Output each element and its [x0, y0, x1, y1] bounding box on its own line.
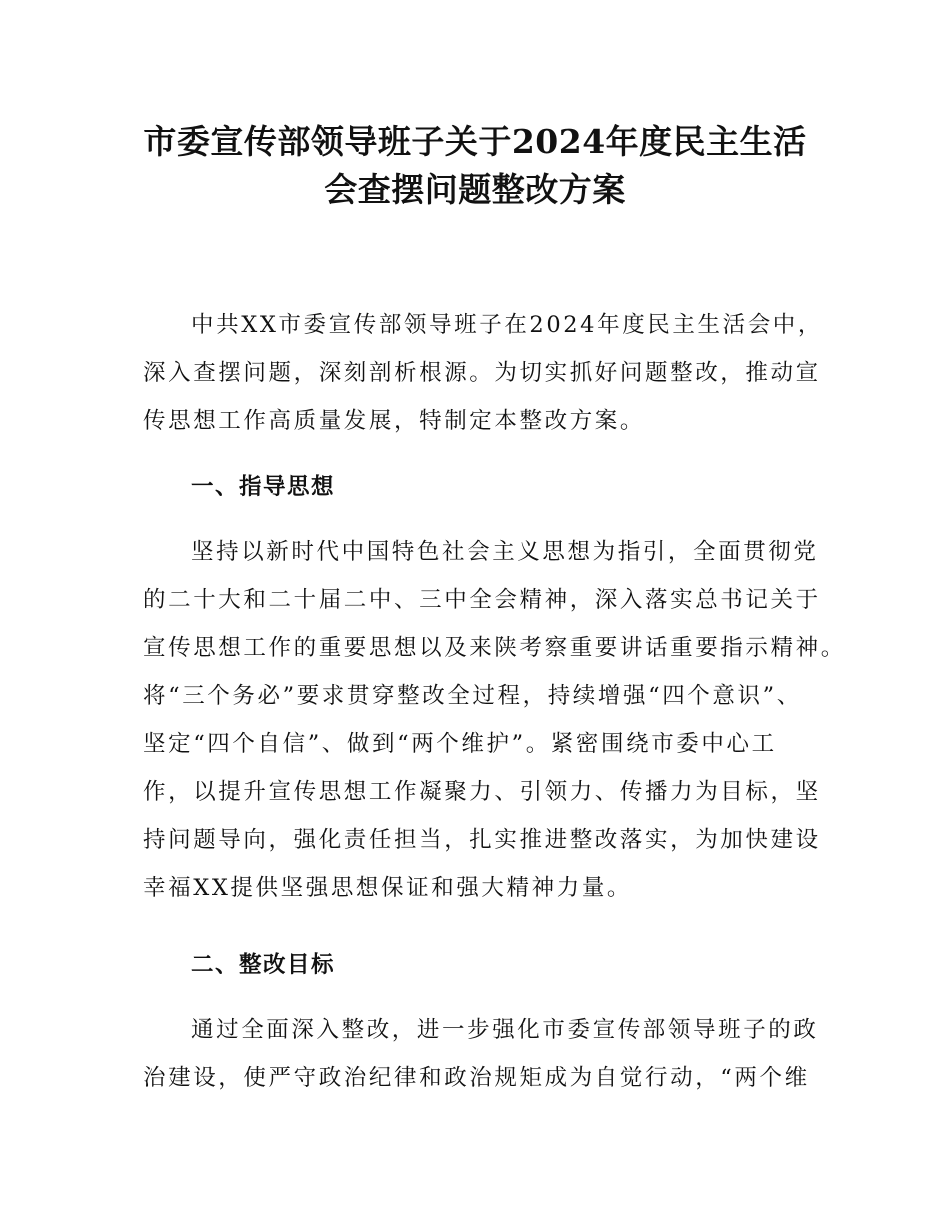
- document-title-line-1: 市委宣传部领导班子关于2024年度民主生活: [143, 122, 807, 161]
- body-line: 的二十大和二十届二中、三中全会精神，深入落实总书记关于: [143, 587, 821, 613]
- body-line: 治建设，使严守政治纪律和政治规矩成为自觉行动，“两个维: [143, 1065, 810, 1091]
- body-line: 将“三个务必”要求贯穿整改全过程，持续增强“四个意识”、: [143, 683, 802, 709]
- body-line: 幸福XX提供坚强思想保证和强大精神力量。: [143, 875, 633, 901]
- intro-line: 中共XX市委宣传部领导班子在2024年度民主生活会中，: [191, 312, 823, 338]
- section-heading-rectification-goals: 二、整改目标: [191, 952, 336, 978]
- intro-line: 深入查摆问题，深刻剖析根源。为切实抓好问题整改，推动宣: [143, 360, 821, 386]
- document-title-line-2: 会查摆问题整改方案: [324, 170, 626, 209]
- body-line: 坚定“四个自信”、做到“两个维护”。紧密围绕市委中心工: [143, 731, 777, 757]
- intro-line: 传思想工作高质量发展，特制定本整改方案。: [143, 408, 646, 434]
- body-line: 坚持以新时代中国特色社会主义思想为指引，全面贯彻党: [191, 539, 819, 565]
- section-heading-guiding-ideology: 一、指导思想: [191, 474, 336, 500]
- body-line: 作，以提升宣传思想工作凝聚力、引领力、传播力为目标，坚: [143, 779, 821, 805]
- body-line: 宣传思想工作的重要思想以及来陕考察重要讲话重要指示精神。: [143, 635, 846, 661]
- body-line: 持问题导向，强化责任担当，扎实推进整改落实，为加快建设: [143, 827, 821, 853]
- body-line: 通过全面深入整改，进一步强化市委宣传部领导班子的政: [191, 1017, 819, 1043]
